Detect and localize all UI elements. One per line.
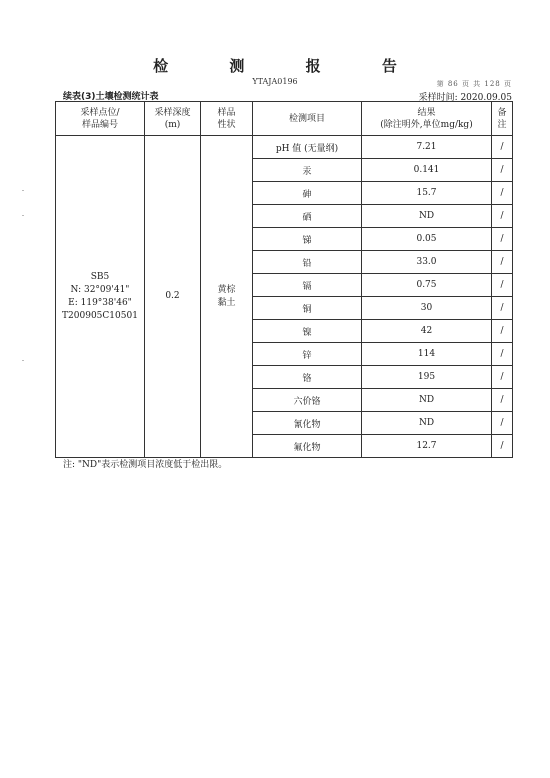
test-remark: / [492,297,513,320]
col-header-result: 结果 (除注明外,单位mg/kg) [362,102,492,136]
sample-north: N: 32°09'41" [70,284,130,295]
test-result: ND [362,389,492,412]
test-remark: / [492,343,513,366]
test-result: 0.141 [362,159,492,182]
test-item: 汞 [253,159,362,182]
col-header-sample-point: 采样点位/ 样品编号 [56,102,145,136]
table-header-row [56,102,513,136]
test-result: 195 [362,366,492,389]
sample-time: 采样时间: 2020.09.05 [418,93,512,103]
test-remark: / [492,251,513,274]
test-result: 7.21 [362,136,492,159]
test-result: ND [362,412,492,435]
test-result: 42 [362,320,492,343]
sample-number: T200905C10501 [62,310,138,321]
soil-test-table [55,101,513,458]
test-remark: / [492,136,513,159]
test-remark: / [492,320,513,343]
test-remark: / [492,366,513,389]
col-header-remark: 备 注 [492,102,513,136]
test-remark: / [492,435,513,458]
test-remark: / [492,205,513,228]
test-item: 氰化物 [253,412,362,435]
sample-depth: 0.2 [145,136,201,458]
test-result: 114 [362,343,492,366]
report-code: YTAJA0196 [252,77,298,86]
test-item: pH 值 (无量纲) [253,136,362,159]
test-result: 33.0 [362,251,492,274]
test-item: 氟化物 [253,435,362,458]
scan-mark [22,190,24,191]
test-remark: / [492,412,513,435]
sample-point-cell [56,136,145,458]
test-remark: / [492,159,513,182]
test-result: 15.7 [362,182,492,205]
col-header-item: 检测项目 [253,102,362,136]
test-remark: / [492,389,513,412]
test-item: 锌 [253,343,362,366]
test-item: 锑 [253,228,362,251]
test-result: 0.05 [362,228,492,251]
test-remark: / [492,274,513,297]
sample-point: SB5 [90,271,110,282]
col-header-property: 样品 性状 [201,102,253,136]
table-row [56,136,513,159]
report-title: 检 测 报 告 [153,57,425,75]
test-result: 30 [362,297,492,320]
scan-mark [22,360,24,361]
test-item: 镍 [253,320,362,343]
footnote: 注: "ND"表示检测项目浓度低于检出限。 [63,460,228,470]
test-item: 硒 [253,205,362,228]
test-remark: / [492,228,513,251]
sample-east: E: 119°38'46" [68,297,132,308]
test-result: ND [362,205,492,228]
test-result: 12.7 [362,435,492,458]
scan-mark [22,215,24,216]
test-item: 铬 [253,366,362,389]
test-remark: / [492,182,513,205]
test-result: 0.75 [362,274,492,297]
sample-property-cell: 黄棕 黏土 [201,136,253,458]
page-info: 第 86 页 共 128 页 [436,80,512,88]
test-item: 砷 [253,182,362,205]
test-item: 铅 [253,251,362,274]
table-name: 续表(3)土壤检测统计表 [63,92,159,102]
test-item: 镉 [253,274,362,297]
test-item: 铜 [253,297,362,320]
test-item: 六价铬 [253,389,362,412]
col-header-depth: 采样深度 (m) [145,102,201,136]
